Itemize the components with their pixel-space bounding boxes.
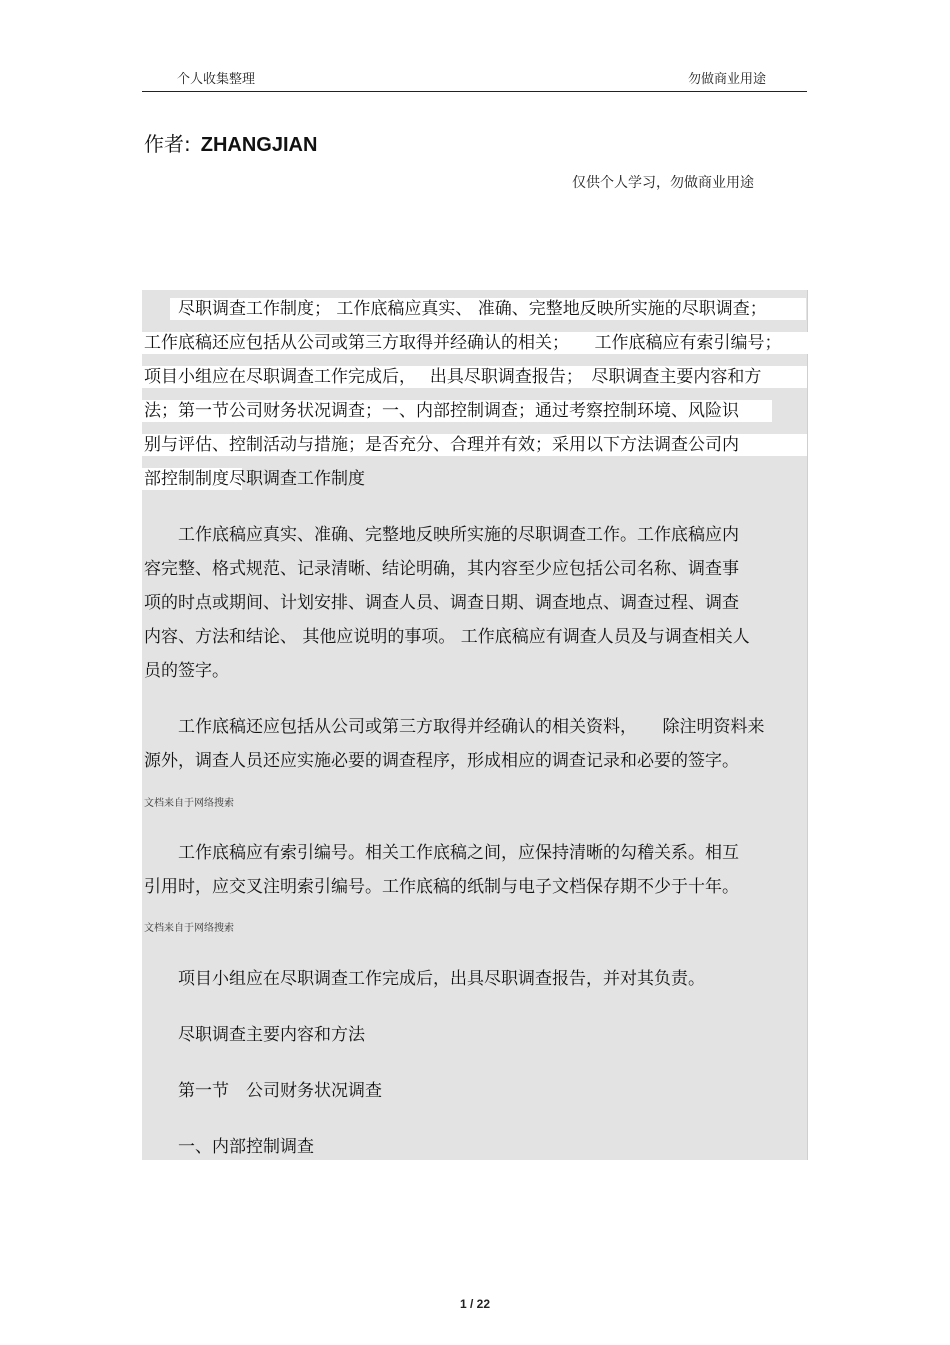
para1-line-3: 项的时点或期间、计划安排、调查人员、调查日期、调查地点、调查过程、调查 — [144, 593, 739, 613]
header-left-text: 个人收集整理 — [177, 72, 256, 87]
heading-main: 尽职调查主要内容和方法 — [178, 1025, 365, 1045]
heading-section: 第一节 公司财务状况调查 — [178, 1081, 382, 1101]
para3-line-1: 工作底稿应有索引编号。相关工作底稿之间，应保持清晰的勾稽关系。相互 — [178, 843, 739, 863]
para1-line-4: 内容、方法和结论、 其他应说明的事项。 工作底稿应有调查人员及与调查相关人 — [144, 627, 750, 647]
para1-line-5: 员的签字。 — [144, 661, 229, 681]
summary-line-3: 项目小组应在尽职调查工作完成后， 出具尽职调查报告； 尽职调查主要内容和方 — [144, 367, 762, 387]
summary-line-4: 法；第一节公司财务状况调查；一、内部控制调查；通过考察控制环境、风险识 — [144, 401, 739, 421]
page-number: 1 / 22 — [459, 1297, 491, 1311]
usage-notice: 仅供个人学习，勿做商业用途 — [572, 175, 754, 191]
summary-line-2: 工作底稿还应包括从公司或第三方取得并经确认的相关； 工作底稿应有索引编号； — [144, 333, 782, 353]
para4-text: 项目小组应在尽职调查工作完成后，出具尽职调查报告，并对其负责。 — [178, 969, 705, 989]
para1-line-2: 容完整、格式规范、记录清晰、结论明确，其内容至少应包括公司名称、调查事 — [144, 559, 739, 579]
para1-line-1: 工作底稿应真实、准确、完整地反映所实施的尽职调查工作。工作底稿应内 — [178, 525, 739, 545]
author-label: 作者: — [144, 132, 191, 156]
summary-line-1: 尽职调查工作制度； 工作底稿应真实、 准确、完整地反映所实施的尽职调查； — [178, 299, 767, 319]
summary-line-6: 部控制制度尽职调查工作制度 — [144, 469, 365, 489]
source-note-2: 文档来自于网络搜索 — [144, 923, 234, 934]
para2-line-2: 源外，调查人员还应实施必要的调查程序，形成相应的调查记录和必要的签字。 — [144, 751, 739, 771]
para3-line-2: 引用时，应交叉注明索引编号。工作底稿的纸制与电子文档保存期不少于十年。 — [144, 877, 739, 897]
header-right-text: 勿做商业用途 — [688, 72, 767, 87]
source-note-1: 文档来自于网络搜索 — [144, 798, 234, 809]
summary-line-5: 别与评估、控制活动与措施；是否充分、合理并有效；采用以下方法调查公司内 — [144, 435, 739, 455]
heading-sub: 一、内部控制调查 — [178, 1137, 314, 1157]
header-divider — [142, 91, 807, 92]
para2-line-1: 工作底稿还应包括从公司或第三方取得并经确认的相关资料， 除注明资料来 — [178, 717, 765, 737]
author-line — [144, 128, 317, 157]
author-name: ZHANGJIAN — [200, 134, 318, 156]
